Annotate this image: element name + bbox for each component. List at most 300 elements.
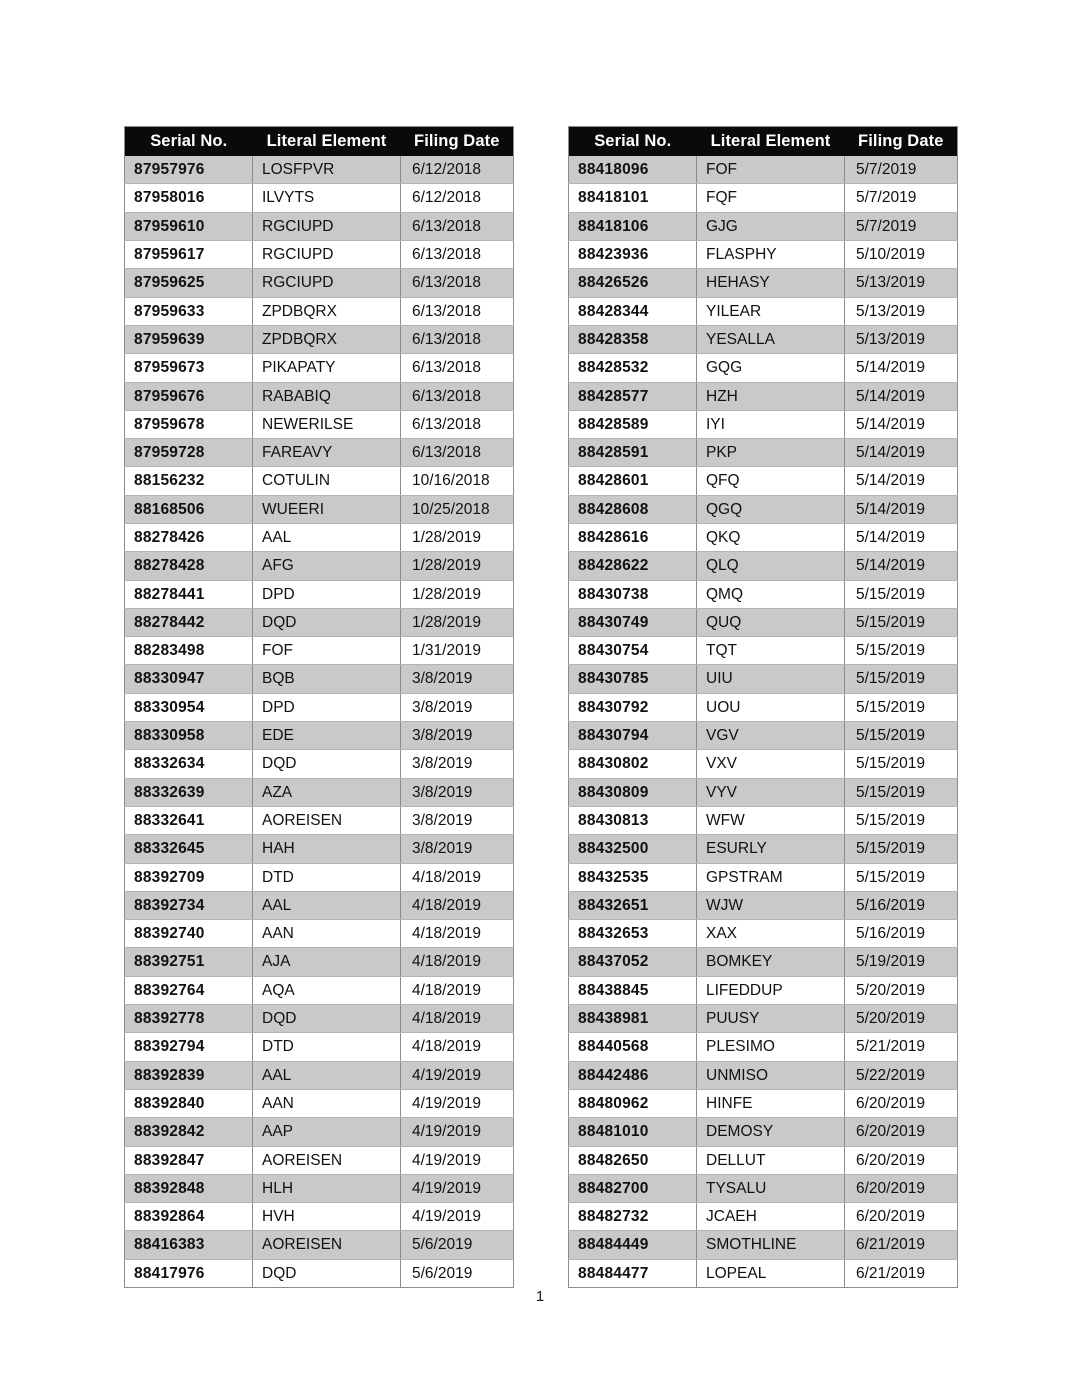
table-row (125, 1259, 514, 1287)
table-row (569, 524, 958, 552)
cell-literal: AQA (253, 976, 401, 1004)
cell-filing-date: 6/12/2018 (401, 184, 514, 212)
column-header-date: Filing Date (401, 127, 514, 157)
table-row (125, 976, 514, 1004)
cell-filing-date: 4/18/2019 (401, 1005, 514, 1033)
cell-filing-date: 5/15/2019 (845, 722, 958, 750)
table-row (569, 693, 958, 721)
table-row (125, 835, 514, 863)
cell-serial: 88482650 (569, 1146, 697, 1174)
table-row (125, 1089, 514, 1117)
table-row (125, 920, 514, 948)
table-row (569, 1231, 958, 1259)
cell-serial: 88392840 (125, 1089, 253, 1117)
cell-filing-date: 5/10/2019 (845, 241, 958, 269)
cell-literal: VYV (697, 778, 845, 806)
cell-serial: 88440568 (569, 1033, 697, 1061)
table-row (569, 156, 958, 184)
cell-filing-date: 1/28/2019 (401, 524, 514, 552)
table-row (125, 722, 514, 750)
cell-serial: 88392778 (125, 1005, 253, 1033)
cell-filing-date: 5/14/2019 (845, 410, 958, 438)
cell-serial: 88430738 (569, 580, 697, 608)
cell-filing-date: 5/14/2019 (845, 382, 958, 410)
cell-literal: BQB (253, 665, 401, 693)
table-row (125, 1146, 514, 1174)
cell-filing-date: 5/15/2019 (845, 778, 958, 806)
cell-filing-date: 6/20/2019 (845, 1089, 958, 1117)
cell-literal: NEWERILSE (253, 410, 401, 438)
cell-serial: 88430813 (569, 806, 697, 834)
cell-filing-date: 6/21/2019 (845, 1231, 958, 1259)
cell-literal: HLH (253, 1174, 401, 1202)
cell-literal: PUUSY (697, 1005, 845, 1033)
table-body (125, 156, 514, 1287)
table-row (125, 467, 514, 495)
table-row (569, 467, 958, 495)
table-row (125, 637, 514, 665)
cell-filing-date: 10/16/2018 (401, 467, 514, 495)
table-row (125, 1005, 514, 1033)
cell-literal: UNMISO (697, 1061, 845, 1089)
cell-literal: QKQ (697, 524, 845, 552)
cell-filing-date: 5/14/2019 (845, 439, 958, 467)
cell-literal: HEHASY (697, 269, 845, 297)
cell-serial: 88428589 (569, 410, 697, 438)
cell-serial: 87959617 (125, 241, 253, 269)
table-row (125, 693, 514, 721)
cell-literal: ZPDBQRX (253, 325, 401, 353)
cell-filing-date: 4/18/2019 (401, 891, 514, 919)
cell-literal: GJG (697, 212, 845, 240)
cell-filing-date: 5/14/2019 (845, 524, 958, 552)
table-header (569, 127, 958, 157)
cell-serial: 88482700 (569, 1174, 697, 1202)
cell-literal: LOSFPVR (253, 156, 401, 184)
header-row (125, 127, 514, 157)
cell-literal: WFW (697, 806, 845, 834)
column-header-date: Filing Date (845, 127, 958, 157)
cell-filing-date: 5/14/2019 (845, 354, 958, 382)
cell-literal: HZH (697, 382, 845, 410)
cell-literal: RGCIUPD (253, 212, 401, 240)
cell-filing-date: 5/7/2019 (845, 156, 958, 184)
cell-literal: QGQ (697, 495, 845, 523)
cell-filing-date: 5/22/2019 (845, 1061, 958, 1089)
cell-serial: 88283498 (125, 637, 253, 665)
cell-serial: 88392709 (125, 863, 253, 891)
table-row (125, 439, 514, 467)
table-row (569, 1174, 958, 1202)
cell-filing-date: 6/13/2018 (401, 297, 514, 325)
cell-filing-date: 5/15/2019 (845, 665, 958, 693)
cell-filing-date: 10/25/2018 (401, 495, 514, 523)
cell-filing-date: 1/28/2019 (401, 552, 514, 580)
cell-serial: 88428532 (569, 354, 697, 382)
cell-serial: 88416383 (125, 1231, 253, 1259)
cell-literal: HINFE (697, 1089, 845, 1117)
cell-literal: YILEAR (697, 297, 845, 325)
table-row (569, 806, 958, 834)
table-row (569, 439, 958, 467)
cell-serial: 88330954 (125, 693, 253, 721)
table-row (569, 1259, 958, 1287)
table-row (569, 637, 958, 665)
table-row (125, 184, 514, 212)
cell-literal: RGCIUPD (253, 269, 401, 297)
cell-literal: DQD (253, 1259, 401, 1287)
cell-filing-date: 5/15/2019 (845, 750, 958, 778)
cell-literal: AOREISEN (253, 806, 401, 834)
table-row (125, 1231, 514, 1259)
cell-literal: AAL (253, 891, 401, 919)
cell-literal: HVH (253, 1203, 401, 1231)
cell-serial: 88392842 (125, 1118, 253, 1146)
cell-literal: ILVYTS (253, 184, 401, 212)
cell-filing-date: 4/18/2019 (401, 976, 514, 1004)
cell-serial: 88442486 (569, 1061, 697, 1089)
table-row (125, 665, 514, 693)
cell-serial: 88418101 (569, 184, 697, 212)
cell-serial: 88482732 (569, 1203, 697, 1231)
cell-literal: VXV (697, 750, 845, 778)
table-body (569, 156, 958, 1287)
cell-literal: DPD (253, 580, 401, 608)
cell-serial: 88484449 (569, 1231, 697, 1259)
cell-serial: 88428358 (569, 325, 697, 353)
cell-serial: 88430802 (569, 750, 697, 778)
cell-filing-date: 5/15/2019 (845, 608, 958, 636)
cell-serial: 88330947 (125, 665, 253, 693)
table-row (569, 920, 958, 948)
cell-filing-date: 5/15/2019 (845, 806, 958, 834)
cell-filing-date: 6/13/2018 (401, 212, 514, 240)
cell-serial: 88332645 (125, 835, 253, 863)
table-row (125, 580, 514, 608)
table-row (125, 552, 514, 580)
cell-filing-date: 5/16/2019 (845, 920, 958, 948)
cell-serial: 88432535 (569, 863, 697, 891)
cell-filing-date: 5/6/2019 (401, 1231, 514, 1259)
cell-literal: UIU (697, 665, 845, 693)
table-row (569, 778, 958, 806)
cell-literal: DEMOSY (697, 1118, 845, 1146)
cell-serial: 88392848 (125, 1174, 253, 1202)
cell-serial: 88278428 (125, 552, 253, 580)
cell-serial: 88392839 (125, 1061, 253, 1089)
table-row (125, 297, 514, 325)
cell-literal: BOMKEY (697, 948, 845, 976)
cell-filing-date: 5/14/2019 (845, 467, 958, 495)
table-row (569, 863, 958, 891)
cell-filing-date: 6/12/2018 (401, 156, 514, 184)
cell-literal: DTD (253, 863, 401, 891)
cell-serial: 88432651 (569, 891, 697, 919)
cell-filing-date: 6/20/2019 (845, 1146, 958, 1174)
table-row (125, 1203, 514, 1231)
cell-filing-date: 5/16/2019 (845, 891, 958, 919)
cell-filing-date: 6/13/2018 (401, 269, 514, 297)
cell-serial: 88428577 (569, 382, 697, 410)
cell-serial: 88423936 (569, 241, 697, 269)
table-row (125, 212, 514, 240)
cell-serial: 88426526 (569, 269, 697, 297)
cell-filing-date: 5/13/2019 (845, 325, 958, 353)
cell-filing-date: 5/15/2019 (845, 863, 958, 891)
cell-literal: JCAEH (697, 1203, 845, 1231)
cell-filing-date: 5/15/2019 (845, 693, 958, 721)
cell-serial: 87959610 (125, 212, 253, 240)
cell-filing-date: 4/19/2019 (401, 1089, 514, 1117)
table-row (569, 976, 958, 1004)
cell-filing-date: 1/28/2019 (401, 608, 514, 636)
cell-serial: 88430749 (569, 608, 697, 636)
cell-filing-date: 5/13/2019 (845, 269, 958, 297)
cell-literal: ESURLY (697, 835, 845, 863)
cell-literal: HAH (253, 835, 401, 863)
cell-serial: 88432653 (569, 920, 697, 948)
cell-serial: 88392740 (125, 920, 253, 948)
cell-filing-date: 1/28/2019 (401, 580, 514, 608)
cell-filing-date: 6/13/2018 (401, 241, 514, 269)
table-row (125, 495, 514, 523)
table-row (125, 382, 514, 410)
cell-filing-date: 4/19/2019 (401, 1203, 514, 1231)
cell-filing-date: 5/14/2019 (845, 552, 958, 580)
table-row (125, 1033, 514, 1061)
cell-filing-date: 6/13/2018 (401, 325, 514, 353)
cell-serial: 88428616 (569, 524, 697, 552)
cell-serial: 88438845 (569, 976, 697, 1004)
cell-serial: 88278442 (125, 608, 253, 636)
cell-filing-date: 5/15/2019 (845, 637, 958, 665)
cell-serial: 88438981 (569, 1005, 697, 1033)
cell-literal: YESALLA (697, 325, 845, 353)
column-header-serial: Serial No. (569, 127, 697, 157)
table-row (125, 891, 514, 919)
table-row (569, 325, 958, 353)
table-row (125, 948, 514, 976)
table-row (569, 354, 958, 382)
cell-literal: DQD (253, 750, 401, 778)
cell-filing-date: 5/20/2019 (845, 1005, 958, 1033)
cell-filing-date: 6/20/2019 (845, 1118, 958, 1146)
cell-serial: 88417976 (125, 1259, 253, 1287)
table-row (569, 1005, 958, 1033)
cell-literal: SMOTHLINE (697, 1231, 845, 1259)
cell-filing-date: 6/13/2018 (401, 439, 514, 467)
cell-literal: AAL (253, 524, 401, 552)
cell-literal: AOREISEN (253, 1146, 401, 1174)
column-header-literal: Literal Element (253, 127, 401, 157)
cell-serial: 88392794 (125, 1033, 253, 1061)
cell-filing-date: 6/21/2019 (845, 1259, 958, 1287)
cell-literal: DELLUT (697, 1146, 845, 1174)
right-table-container (568, 126, 957, 1288)
cell-serial: 88428591 (569, 439, 697, 467)
cell-serial: 88278441 (125, 580, 253, 608)
cell-filing-date: 3/8/2019 (401, 778, 514, 806)
table-row (569, 722, 958, 750)
cell-serial: 88278426 (125, 524, 253, 552)
cell-literal: TQT (697, 637, 845, 665)
cell-literal: QFQ (697, 467, 845, 495)
cell-literal: EDE (253, 722, 401, 750)
table-row (569, 410, 958, 438)
cell-serial: 88430754 (569, 637, 697, 665)
cell-literal: WUEERI (253, 495, 401, 523)
cell-literal: QUQ (697, 608, 845, 636)
cell-literal: QLQ (697, 552, 845, 580)
cell-filing-date: 6/13/2018 (401, 354, 514, 382)
cell-literal: AAN (253, 920, 401, 948)
cell-serial: 87959639 (125, 325, 253, 353)
trademark-listing-table-right (568, 126, 958, 1288)
cell-filing-date: 5/14/2019 (845, 495, 958, 523)
table-row (569, 297, 958, 325)
cell-filing-date: 4/18/2019 (401, 920, 514, 948)
cell-filing-date: 5/7/2019 (845, 212, 958, 240)
cell-serial: 87957976 (125, 156, 253, 184)
cell-serial: 88428608 (569, 495, 697, 523)
table-row (569, 835, 958, 863)
cell-filing-date: 3/8/2019 (401, 835, 514, 863)
cell-filing-date: 4/18/2019 (401, 948, 514, 976)
cell-filing-date: 5/19/2019 (845, 948, 958, 976)
header-row (569, 127, 958, 157)
table-row (569, 269, 958, 297)
cell-literal: QMQ (697, 580, 845, 608)
cell-serial: 88418096 (569, 156, 697, 184)
table-row (125, 806, 514, 834)
cell-literal: FLASPHY (697, 241, 845, 269)
cell-serial: 88430792 (569, 693, 697, 721)
cell-serial: 88392751 (125, 948, 253, 976)
cell-literal: XAX (697, 920, 845, 948)
cell-literal: AAP (253, 1118, 401, 1146)
cell-serial: 88481010 (569, 1118, 697, 1146)
trademark-listing-table-left (124, 126, 514, 1288)
cell-serial: 88428622 (569, 552, 697, 580)
cell-filing-date: 4/19/2019 (401, 1118, 514, 1146)
cell-literal: LOPEAL (697, 1259, 845, 1287)
cell-literal: DQD (253, 608, 401, 636)
table-row (125, 156, 514, 184)
cell-serial: 87959625 (125, 269, 253, 297)
cell-filing-date: 3/8/2019 (401, 806, 514, 834)
cell-literal: DQD (253, 1005, 401, 1033)
cell-literal: GPSTRAM (697, 863, 845, 891)
cell-filing-date: 4/19/2019 (401, 1061, 514, 1089)
cell-literal: FOF (253, 637, 401, 665)
cell-filing-date: 5/13/2019 (845, 297, 958, 325)
cell-filing-date: 3/8/2019 (401, 693, 514, 721)
cell-literal: AFG (253, 552, 401, 580)
table-row (125, 1061, 514, 1089)
table-row (125, 1118, 514, 1146)
table-row (569, 241, 958, 269)
cell-literal: UOU (697, 693, 845, 721)
cell-literal: RABABIQ (253, 382, 401, 410)
cell-literal: FAREAVY (253, 439, 401, 467)
cell-literal: AJA (253, 948, 401, 976)
cell-filing-date: 5/15/2019 (845, 580, 958, 608)
column-header-literal: Literal Element (697, 127, 845, 157)
cell-serial: 88430794 (569, 722, 697, 750)
cell-filing-date: 3/8/2019 (401, 665, 514, 693)
cell-serial: 88437052 (569, 948, 697, 976)
cell-literal: GQG (697, 354, 845, 382)
table-row (569, 1061, 958, 1089)
cell-literal: LIFEDDUP (697, 976, 845, 1004)
cell-serial: 88332634 (125, 750, 253, 778)
cell-filing-date: 4/19/2019 (401, 1146, 514, 1174)
cell-filing-date: 6/13/2018 (401, 410, 514, 438)
cell-filing-date: 3/8/2019 (401, 722, 514, 750)
cell-serial: 88430809 (569, 778, 697, 806)
table-row (569, 948, 958, 976)
cell-serial: 88430785 (569, 665, 697, 693)
cell-filing-date: 5/21/2019 (845, 1033, 958, 1061)
cell-serial: 88432500 (569, 835, 697, 863)
table-row (125, 778, 514, 806)
table-row (125, 241, 514, 269)
table-row (569, 750, 958, 778)
column-header-serial: Serial No. (125, 127, 253, 157)
table-row (125, 410, 514, 438)
cell-filing-date: 5/6/2019 (401, 1259, 514, 1287)
cell-serial: 88392847 (125, 1146, 253, 1174)
table-row (569, 665, 958, 693)
cell-literal: AAL (253, 1061, 401, 1089)
cell-literal: FQF (697, 184, 845, 212)
cell-literal: TYSALU (697, 1174, 845, 1202)
cell-literal: IYI (697, 410, 845, 438)
table-row (125, 524, 514, 552)
cell-literal: PLESIMO (697, 1033, 845, 1061)
cell-serial: 88428344 (569, 297, 697, 325)
table-row (569, 891, 958, 919)
cell-literal: AAN (253, 1089, 401, 1117)
cell-serial: 88480962 (569, 1089, 697, 1117)
cell-literal: DTD (253, 1033, 401, 1061)
cell-literal: RGCIUPD (253, 241, 401, 269)
cell-serial: 88156232 (125, 467, 253, 495)
cell-filing-date: 4/18/2019 (401, 1033, 514, 1061)
cell-serial: 88332641 (125, 806, 253, 834)
cell-filing-date: 3/8/2019 (401, 750, 514, 778)
table-row (125, 863, 514, 891)
cell-filing-date: 4/19/2019 (401, 1174, 514, 1202)
cell-serial: 87958016 (125, 184, 253, 212)
cell-serial: 87959676 (125, 382, 253, 410)
table-row (125, 325, 514, 353)
cell-serial: 88392734 (125, 891, 253, 919)
cell-literal: PIKAPATY (253, 354, 401, 382)
cell-literal: DPD (253, 693, 401, 721)
table-row (125, 608, 514, 636)
cell-serial: 88418106 (569, 212, 697, 240)
cell-serial: 88168506 (125, 495, 253, 523)
table-row (569, 495, 958, 523)
cell-serial: 88428601 (569, 467, 697, 495)
cell-serial: 88332639 (125, 778, 253, 806)
cell-filing-date: 1/31/2019 (401, 637, 514, 665)
table-row (569, 1203, 958, 1231)
left-table-container (124, 126, 513, 1288)
cell-literal: FOF (697, 156, 845, 184)
cell-literal: AZA (253, 778, 401, 806)
